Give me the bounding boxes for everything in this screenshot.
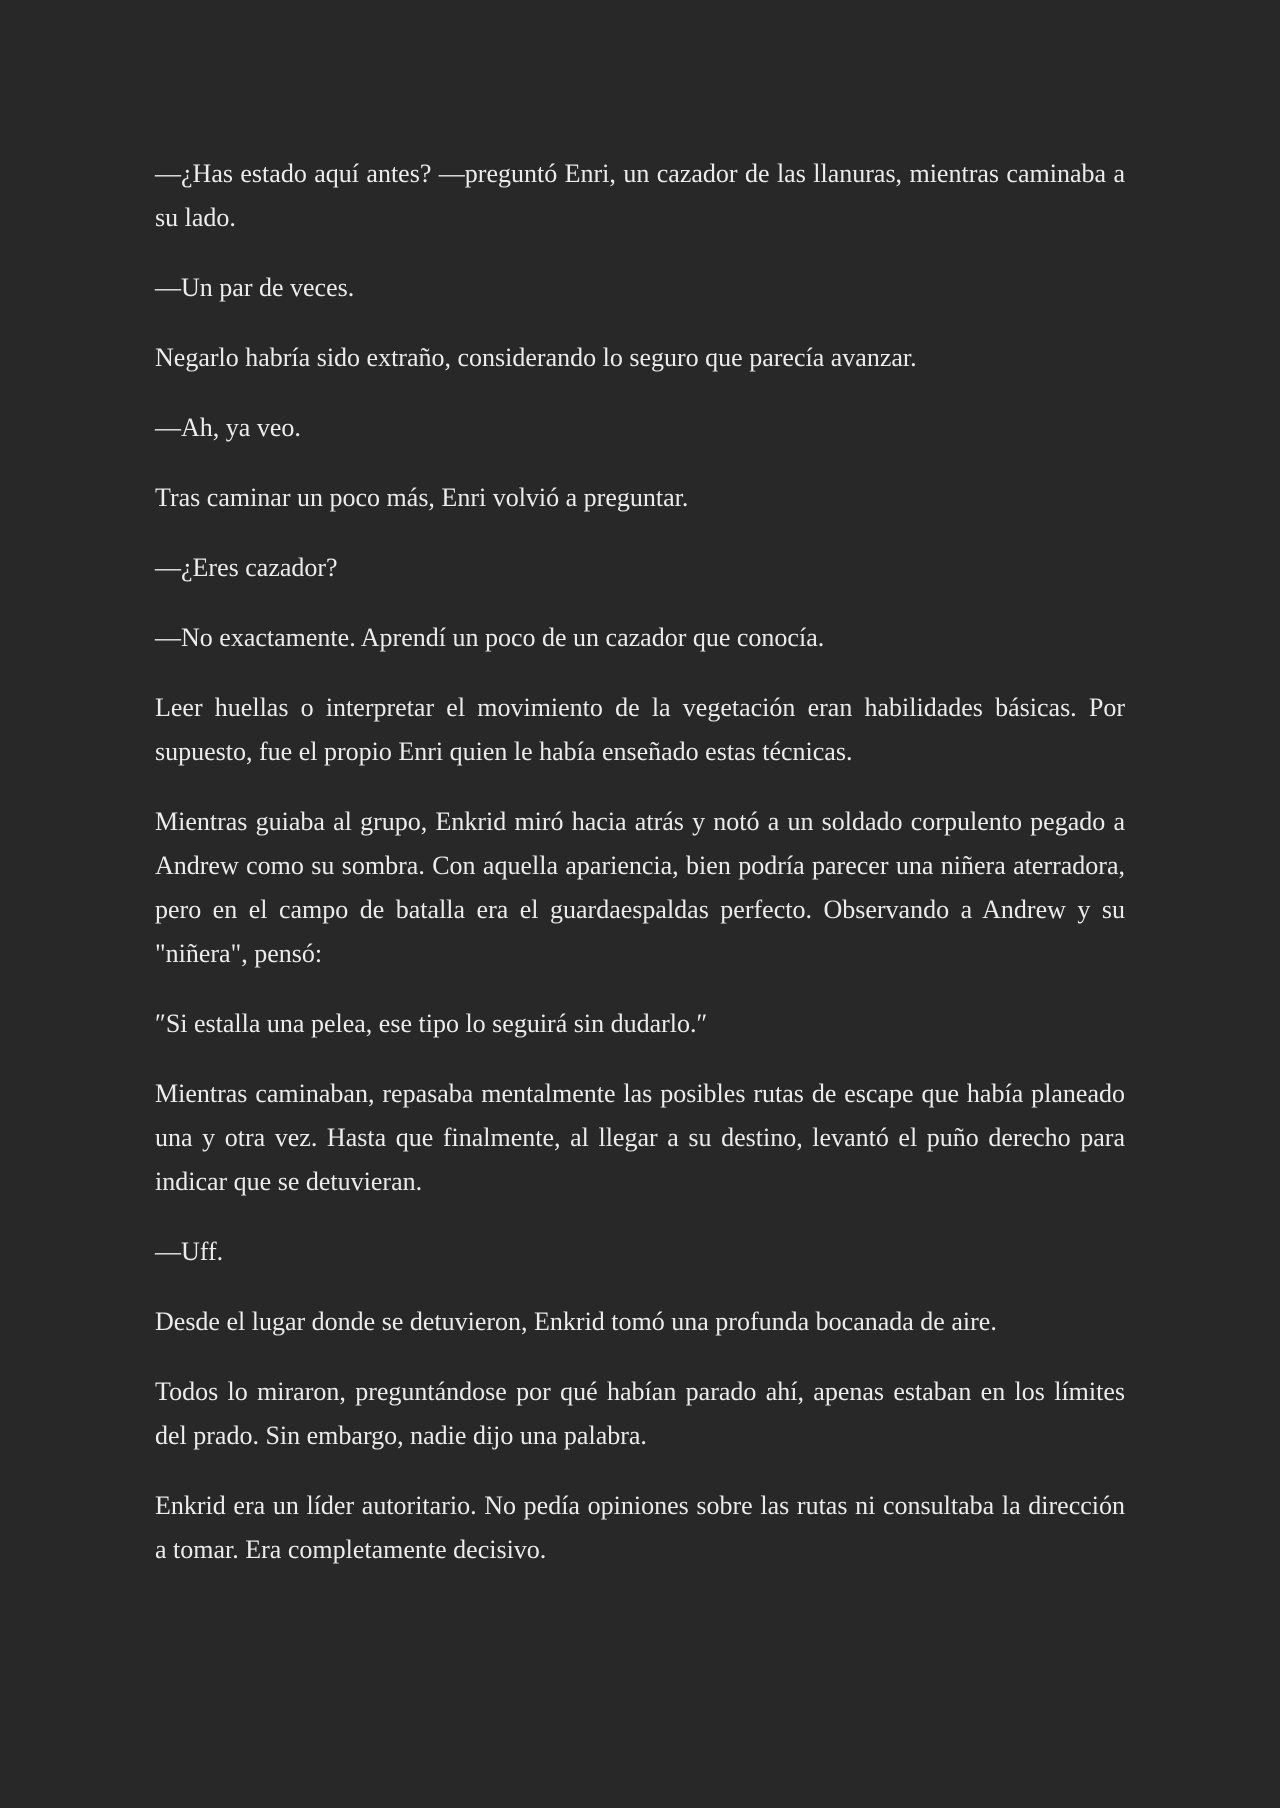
paragraph: —No exactamente. Aprendí un poco de un cazador que conocía.: [155, 623, 825, 652]
paragraph: —¿Eres cazador?: [155, 553, 338, 582]
paragraph: Leer huellas o interpretar el movimiento de la vegetación eran habilidades básicas. Por supuesto, fue el propio Enri quien le había enseñado estas técnicas.: [155, 693, 1125, 766]
paragraph: —Uff.: [155, 1237, 224, 1266]
paragraph: Todos lo miraron, preguntándose por qué habían parado ahí, apenas estaban en los límites del prado. Sin embargo, nadie dijo una palabra.: [155, 1377, 1125, 1450]
paragraph: —¿Has estado aquí antes? —preguntó Enri, un cazador de las llanuras, mientras caminaba a su lado.: [155, 159, 1125, 232]
paragraph: Mientras guiaba al grupo, Enkrid miró hacia atrás y notó a un soldado corpulento pegado a Andrew como su sombra. Con aquella apariencia, bien podría parecer una niñera aterradora, pero en el campo de batalla era el guardaespaldas perfecto. Observando a Andrew y su "niñera", pensó:: [155, 807, 1125, 968]
paragraph: Negarlo habría sido extraño, considerando lo seguro que parecía avanzar.: [155, 343, 917, 372]
paragraph: Tras caminar un poco más, Enri volvió a preguntar.: [155, 483, 689, 512]
paragraph: Desde el lugar donde se detuvieron, Enkrid tomó una profunda bocanada de aire.: [155, 1307, 997, 1336]
paragraph: ″Si estalla una pelea, ese tipo lo seguirá sin dudarlo.″: [155, 1009, 708, 1038]
paragraph: —Ah, ya veo.: [155, 413, 301, 442]
paragraph: —Un par de veces.: [155, 273, 355, 302]
paragraph: Mientras caminaban, repasaba mentalmente las posibles rutas de escape que había planeado una y otra vez. Hasta que finalmente, al llegar a su destino, levantó el puño derecho para indicar que se detuvieran.: [155, 1079, 1125, 1196]
paragraph: Enkrid era un líder autoritario. No pedía opiniones sobre las rutas ni consultaba la dirección a tomar. Era completamente decisivo.: [155, 1491, 1125, 1564]
